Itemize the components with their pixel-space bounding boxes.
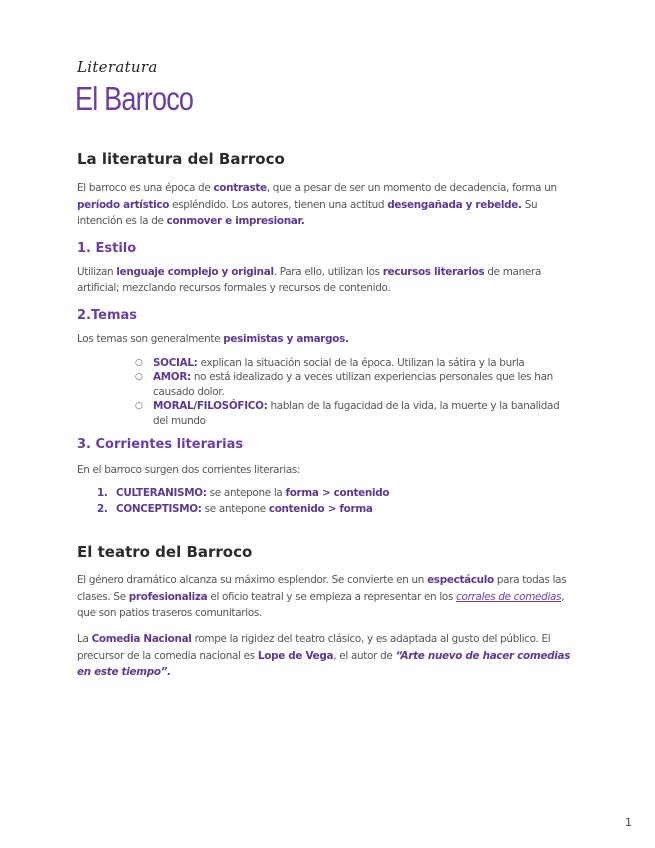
highlight: conmover e impresionar. <box>166 215 305 228</box>
list-item <box>135 370 577 399</box>
list-item <box>135 356 577 371</box>
text: , que a pesar de ser un momento de decadencia, forma un <box>266 182 557 194</box>
section-heading-literatura: La literatura del Barroco <box>77 150 285 168</box>
text: . Para ello, utilizan los <box>273 265 383 278</box>
subheading-estilo: 1. Estilo <box>77 240 137 256</box>
list-item <box>97 486 577 502</box>
highlight: lenguaje complejo y original <box>116 265 274 278</box>
item-label: MORAL/FILOSÓFICO: <box>153 400 268 413</box>
section-heading-teatro: El teatro del Barroco <box>77 543 253 562</box>
item-text: explican la situación social de la época. Utilizan la sátira y la burla <box>197 356 525 369</box>
highlight: recursos literarios <box>382 265 485 278</box>
text: , el autor de <box>333 649 396 662</box>
intro-paragraph <box>77 180 577 230</box>
book-quote: “Arte nuevo de hacer comedias en este tiempo”. <box>77 649 571 679</box>
temas-list <box>77 356 577 429</box>
page-number: 1 <box>625 816 632 829</box>
item-label: CULTERANISMO: <box>116 487 207 500</box>
text: rompe la rigidez del teatro clásico, y es adaptada al gusto del público. El precursor de la comedia nacional es <box>77 632 551 662</box>
subheading-corrientes: 3. Corrientes literarias <box>77 436 244 452</box>
subheading-temas: 2.Temas <box>77 307 137 323</box>
highlight: desengañada y rebelde. <box>387 198 522 211</box>
highlight: espectáculo <box>427 574 494 587</box>
page-title: El Barroco <box>75 80 194 117</box>
highlight: forma > contenido <box>285 487 390 500</box>
text: espléndido. Los autores, tienen una actitud <box>169 198 388 211</box>
document-body <box>77 150 577 681</box>
highlight: Comedia Nacional <box>91 632 192 645</box>
highlight: período artístico <box>77 198 170 211</box>
item-number: 1. <box>97 487 108 500</box>
corrientes-list <box>77 486 577 517</box>
item-text: se antepone la <box>206 487 286 500</box>
text: Su intención es la de <box>77 198 538 228</box>
temas-paragraph <box>77 331 577 348</box>
text: de manera artificial; mezclando recursos formales y recursos de contenido. <box>77 265 542 295</box>
list-item <box>135 399 577 428</box>
text: Los temas son generalmente <box>77 332 224 345</box>
item-text: se antepone <box>201 502 269 515</box>
highlight: contenido > forma <box>268 502 373 515</box>
subject-kicker: Literatura <box>77 58 158 76</box>
corrales-link[interactable]: corrales de comedias <box>456 590 562 603</box>
item-number: 2. <box>97 502 108 515</box>
text: el oficio teatral y se empieza a representar en los <box>207 590 457 603</box>
highlight: profesionaliza <box>128 590 208 603</box>
item-text: no está idealizado y a veces utilizan experiencias personales que les han causado dolor. <box>153 371 553 398</box>
text: Utilizan <box>77 265 117 278</box>
highlight: Lope de Vega <box>257 649 334 662</box>
estilo-paragraph <box>77 264 577 297</box>
teatro-paragraph-2 <box>77 631 577 681</box>
text: para todas las clases. Se <box>77 574 567 603</box>
item-label: SOCIAL: <box>153 356 198 369</box>
list-item <box>97 502 577 518</box>
text: El barroco es una época de <box>77 182 214 194</box>
corrientes-intro: En el barroco surgen dos corrientes literarias: <box>77 463 301 476</box>
text: El género dramático alcanza su máximo esplendor. Se convierte en un <box>77 574 428 587</box>
item-text: hablan de la fugacidad de la vida, la muerte y la banalidad del mundo <box>153 400 560 427</box>
highlight: pesimistas y amargos. <box>223 332 349 345</box>
item-label: CONCEPTISMO: <box>116 502 202 515</box>
highlight: contraste <box>213 182 267 194</box>
teatro-paragraph-1 <box>77 572 577 622</box>
item-label: AMOR: <box>153 371 191 384</box>
text: La <box>77 632 92 645</box>
text: , que son patios traseros comunitarios. <box>77 590 565 620</box>
